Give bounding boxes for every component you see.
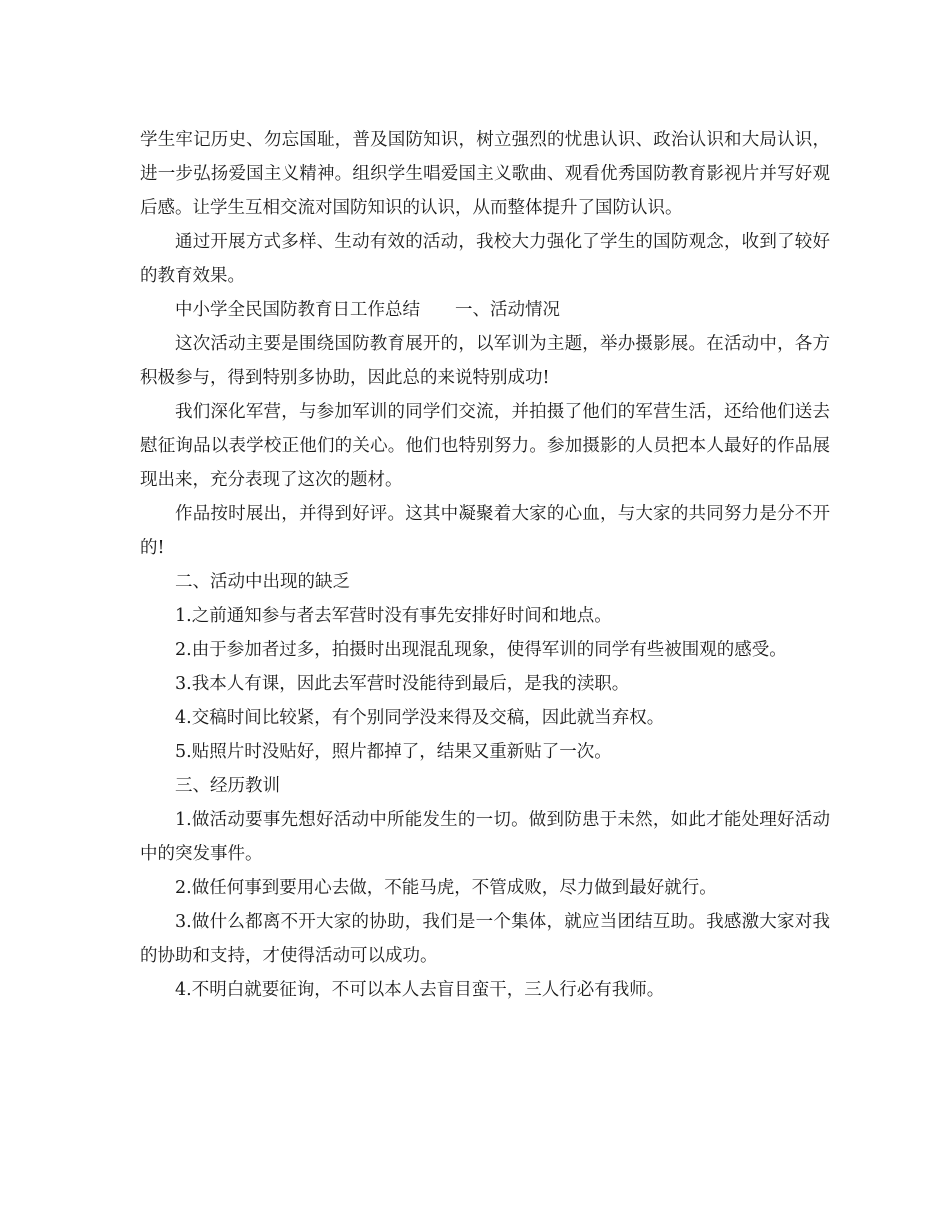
section-title-activity: 中小学全民国防教育日工作总结 一、活动情况 bbox=[175, 300, 560, 320]
section-heading-shortcomings: 二、活动中出现的缺乏 bbox=[175, 572, 350, 592]
paragraph-activity-summary: 这次活动主要是围绕国防教育展开的，以军训为主题，举办摄影展。在活动中，各方积极参与，得到特别多协助，因此总的来说特别成功! bbox=[140, 334, 830, 388]
list-item-lesson-4: 4.不明白就要征询，不可以本人去盲目蛮干，三人行必有我师。 bbox=[175, 980, 665, 1000]
paragraph-exhibition: 作品按时展出，并得到好评。这其中凝聚着大家的心血，与大家的共同努力是分不开的! bbox=[140, 504, 830, 558]
paragraph-barracks-visit: 我们深化军营，与参加军训的同学们交流，并拍摄了他们的军营生活，还给他们送去慰征询品以表学校正他们的关心。他们也特别努力。参加摄影的人员把本人最好的作品展现出来，充分表现了这次的题材。 bbox=[140, 402, 830, 490]
list-item-shortcoming-4: 4.交稿时间比较紧，有个别同学没来得及交稿，因此就当弃权。 bbox=[175, 708, 665, 728]
list-item-lesson-2: 2.做任何事到要用心去做，不能马虎，不管成败，尽力做到最好就行。 bbox=[175, 878, 717, 898]
list-item-shortcoming-3: 3.我本人有课，因此去军营时没能待到最后，是我的渎职。 bbox=[175, 674, 630, 694]
section-heading-lessons: 三、经历教训 bbox=[175, 776, 280, 796]
list-item-shortcoming-2: 2.由于参加者过多，拍摄时出现混乱现象，使得军训的同学有些被围观的感受。 bbox=[175, 640, 787, 660]
paragraph-effect: 通过开展方式多样、生动有效的活动，我校大力强化了学生的国防观念，收到了较好的教育效果。 bbox=[140, 232, 830, 286]
list-item-lesson-1: 1.做活动要事先想好活动中所能发生的一切。做到防患于未然，如此才能处理好活动中的突发事件。 bbox=[140, 810, 830, 864]
list-item-shortcoming-5: 5.贴照片时没贴好，照片都掉了，结果又重新贴了一次。 bbox=[175, 742, 612, 762]
list-item-shortcoming-1: 1.之前通知参与者去军营时没有事先安排好时间和地点。 bbox=[175, 606, 612, 626]
list-item-lesson-3: 3.做什么都离不开大家的协助，我们是一个集体，就应当团结互助。我感激大家对我的协助和支持，才使得活动可以成功。 bbox=[140, 912, 830, 966]
document-body bbox=[140, 123, 830, 1007]
paragraph-intro-continuation: 学生牢记历史、勿忘国耻，普及国防知识，树立强烈的忧患认识、政治认识和大局认识，进一步弘扬爱国主义精神。组织学生唱爱国主义歌曲、观看优秀国防教育影视片并写好观后感。让学生互相交流对国防知识的认识，从而整体提升了国防认识。 bbox=[140, 130, 830, 218]
